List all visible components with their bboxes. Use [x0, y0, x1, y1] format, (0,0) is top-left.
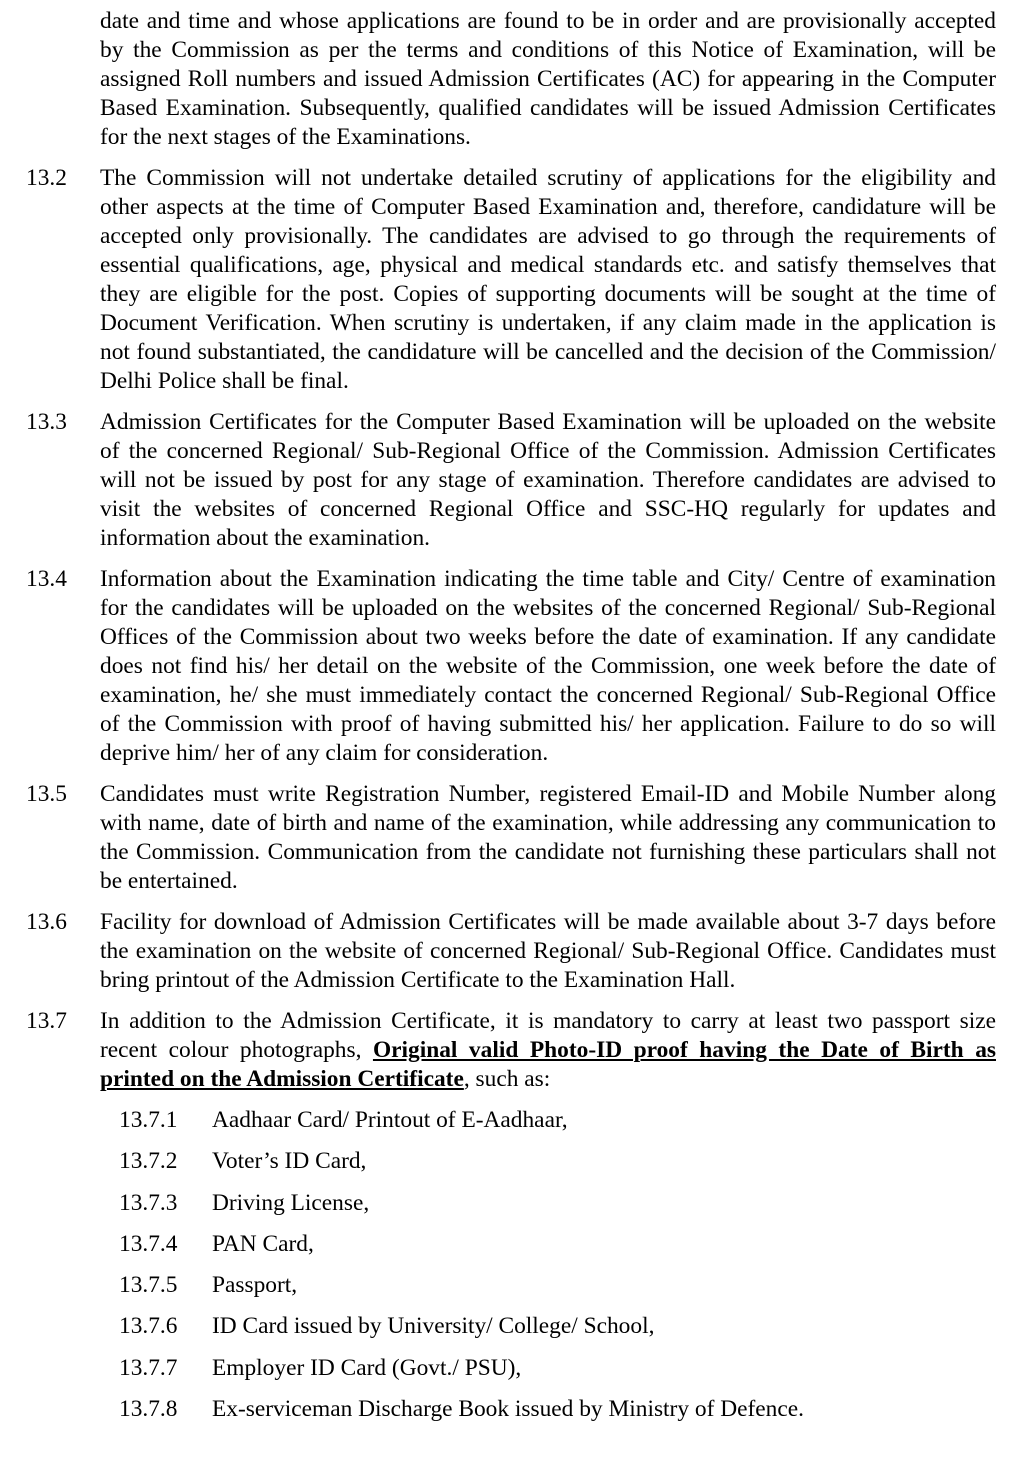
section-number: 13.4 — [26, 566, 67, 592]
list-item-text: Driving License, — [212, 1189, 370, 1216]
list-item — [0, 1271, 1012, 1312]
section-text-before: In addition to the Admission Certificate, it is mandatory to carry at least two passport size recent colour photographs, — [100, 1008, 996, 1063]
intro-text: date and time and whose applications are found to be in order and are provisionally accepted by the Commission as per the terms and conditions of this Notice of Examination, will be assigned Roll numbers and issued Admission Certificates (AC) for appearing in the Computer Based Examination. Subsequently, qualified candidates will be issued Admission Certificates for the next stages of the Examinations. — [100, 8, 996, 150]
section-13-4 — [0, 565, 1012, 768]
section-13-2 — [0, 164, 1012, 396]
list-item — [0, 1189, 1012, 1230]
section-13-6 — [0, 908, 1012, 995]
list-item-text: Ex-serviceman Discharge Book issued by Ministry of Defence. — [212, 1396, 804, 1423]
section-text: Facility for download of Admission Certificates will be made available about 3-7 days before the examination on the website of concerned Regional/ Sub-Regional Office. Candidates must bring printout of the Admission Certificate to the Examination Hall. — [100, 909, 996, 993]
section-text: Candidates must write Registration Number, registered Email-ID and Mobile Number along with name, date of birth and name of the examination, while addressing any communication to the Commission. Communication from the candidate not furnishing these particulars shall not be entertained. — [100, 781, 996, 894]
section-number: 13.5 — [26, 781, 67, 807]
list-item-number: 13.7.4 — [119, 1230, 178, 1257]
section-text: The Commission will not undertake detailed scrutiny of applications for the eligibility and other aspects at the time of Computer Based Examination and, therefore, candidature will be accepted only provisionally. The candidates are advised to go through the requirements of essential qualifications, age, physical and medical standards etc. and satisfy themselves that they are eligible for the post. Copies of supporting documents will be sought at the time of Document Verification. When scrutiny is undertaken, if any claim made in the application is not found substantiated, the candidature will be cancelled and the decision of the Commission/ Delhi Police shall be final. — [100, 165, 996, 394]
list-item-text: ID Card issued by University/ College/ School, — [212, 1313, 655, 1340]
list-item-text: Passport, — [212, 1272, 298, 1299]
list-item-number: 13.7.2 — [119, 1148, 178, 1175]
list-item — [0, 1147, 1012, 1188]
section-text — [100, 1007, 996, 1094]
page-content — [0, 7, 1012, 1436]
list-item — [0, 1395, 1012, 1436]
list-item-number: 13.7.3 — [119, 1189, 178, 1216]
list-item — [0, 1354, 1012, 1395]
list-item-text: PAN Card, — [212, 1230, 314, 1257]
section-text: Information about the Examination indicating the time table and City/ Centre of examination for the candidates will be uploaded on the websites of the concerned Regional/ Sub-Regional Offices of the Commission about two weeks before the date of examination. If any candidate does not find his/ her detail on the website of the Commission, one week before the date of examination, he/ she must immediately contact the concerned Regional/ Sub-Regional Office of the Commission with proof of having submitted his/ her application. Failure to do so will deprive him/ her of any claim for consideration. — [100, 566, 996, 766]
list-item — [0, 1106, 1012, 1147]
list-item-number: 13.7.7 — [119, 1354, 178, 1381]
photo-id-list — [0, 1106, 1012, 1436]
list-item-text: Employer ID Card (Govt./ PSU), — [212, 1354, 522, 1381]
section-text-after: , such as: — [463, 1066, 551, 1092]
list-item-text: Aadhaar Card/ Printout of E-Aadhaar, — [212, 1107, 568, 1133]
section-13-3 — [0, 408, 1012, 553]
section-text: Admission Certificates for the Computer Based Examination will be uploaded on the website of the concerned Regional/ Sub-Regional Office of the Commission. Admission Certificates will not be issued by post for any stage of examination. Therefore candidates are advised to visit the websites of concerned Regional Office and SSC-HQ regularly for updates and information about the examination. — [100, 409, 996, 551]
list-item-number: 13.7.5 — [119, 1272, 178, 1299]
list-item-text: Voter’s ID Card, — [212, 1148, 367, 1175]
list-item — [0, 1312, 1012, 1353]
photo-id-requirement-emphasis: Original valid Photo-ID proof having the Date of Birth as printed on the Admission Certificate — [100, 1037, 996, 1092]
section-13-5 — [0, 780, 1012, 896]
list-item — [0, 1230, 1012, 1271]
list-item-number: 13.7.8 — [119, 1396, 178, 1423]
intro-paragraph — [0, 7, 1012, 152]
section-number: 13.2 — [26, 165, 67, 191]
list-item-number: 13.7.6 — [119, 1313, 178, 1340]
section-number: 13.6 — [26, 909, 67, 935]
section-number: 13.3 — [26, 409, 67, 435]
section-13-7 — [0, 1007, 1012, 1094]
section-number: 13.7 — [26, 1008, 67, 1034]
list-item-number: 13.7.1 — [119, 1107, 178, 1133]
